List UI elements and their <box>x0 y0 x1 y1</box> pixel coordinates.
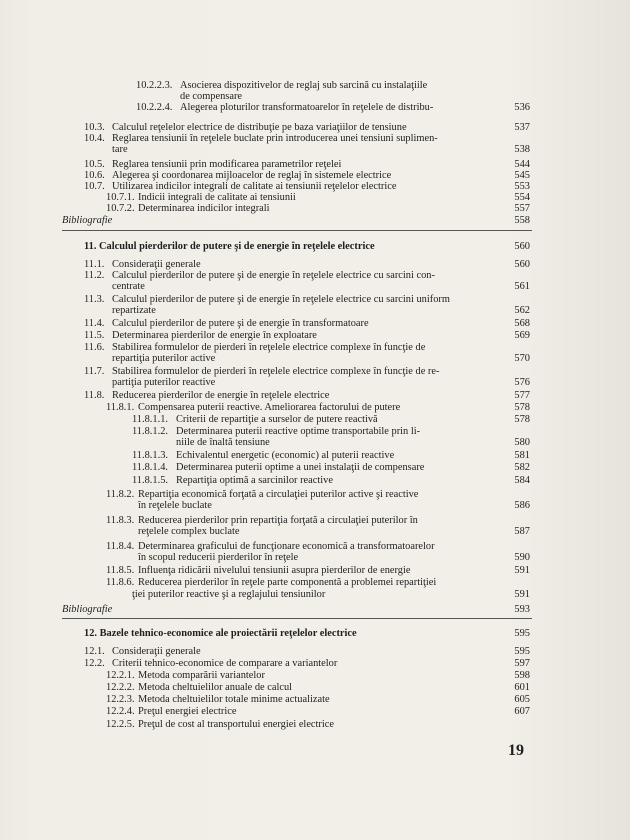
toc-entry-page: 561 <box>514 281 530 292</box>
toc-entry-continuation: centrate <box>112 281 145 292</box>
toc-entry-page: 578 <box>514 402 530 413</box>
toc-entry-number: 10.2.2.3. <box>136 80 173 91</box>
toc-entry-number: 10.3. <box>84 122 105 133</box>
toc-entry-number: 11.8.1.4. <box>132 462 168 473</box>
toc-entry-page: 591 <box>514 565 530 576</box>
toc-entry-number: 11.4. <box>84 318 105 329</box>
toc-entry-continuation: în reţelele buclate <box>138 500 212 511</box>
toc-entry-title: ţiei puterilor reactive şi a reglajului tensiunilor <box>132 589 326 600</box>
toc-entry-number: 10.7. <box>84 181 105 192</box>
toc-entry-number: 10.5. <box>84 159 105 170</box>
toc-entry-page: 569 <box>514 330 530 341</box>
toc-entry-page: 586 <box>514 500 530 511</box>
toc-entry-number: 11.8.3. <box>106 515 135 526</box>
toc-entry-title: Compensarea puterii reactive. Ameliorarea factorului de putere <box>138 402 401 413</box>
toc-entry-title: Utilizarea indicilor integrali de calitate ai tensiunii reţelelor electrice <box>112 181 397 192</box>
toc-entry-number: 11.3. <box>84 294 105 305</box>
toc-entry-title: Determinarea puterii optime a unei instalaţii de compensare <box>176 462 425 473</box>
toc-entry-number: 11.2. <box>84 270 105 281</box>
toc-entry-page: 581 <box>514 450 530 461</box>
toc-entry-page: 576 <box>514 377 530 388</box>
bibliography-page-2: 593 <box>514 604 530 615</box>
toc-entry-page: 591 <box>514 589 530 600</box>
toc-entry-number: 11.8.1.3. <box>132 450 168 461</box>
toc-entry-number: 12.2.2. <box>106 682 135 693</box>
toc-entry-title: Reglarea tensiunii în reţelele buclate prin introducerea unei tensiuni suplimen- <box>112 133 438 144</box>
toc-entry-number: 11.7. <box>84 366 105 377</box>
toc-entry-title: Metoda cheltuielilor anuale de calcul <box>138 682 293 693</box>
toc-entry-continuation: repartizate <box>112 305 156 316</box>
toc-entry-page: 562 <box>514 305 530 316</box>
toc-entry-title: Metoda cheltuielilor totale minime actualizate <box>138 694 330 705</box>
toc-entry-number: 12.2. <box>84 658 105 669</box>
toc-entry-number: 12.2.3. <box>106 694 135 705</box>
toc-entry-number: 11.8.1.1. <box>132 414 168 425</box>
section-divider <box>62 618 532 619</box>
toc-entry-page: 601 <box>514 682 530 693</box>
toc-entry-page: 580 <box>514 437 530 448</box>
toc-entry-title: Determinarea pierderilor de energie în exploatare <box>112 330 317 341</box>
toc-entry-number: 11.8.2. <box>106 489 135 500</box>
toc-entry-number: 11.8.1.2. <box>132 426 168 437</box>
toc-entry-number: 12.2.4. <box>106 706 135 717</box>
toc-entry-title: Reglarea tensiunii prin modificarea parametrilor reţelei <box>112 159 342 170</box>
toc-entry-continuation: reţelele complex buclate <box>138 526 240 537</box>
toc-entry-number: 10.4. <box>84 133 105 144</box>
toc-entry-title: Influenţa ridicării nivelului tensiunii asupra pierderilor de energie <box>138 565 411 576</box>
toc-entry-page: 587 <box>514 526 530 537</box>
bibliography-label-1: Bibliografie <box>62 215 113 226</box>
toc-entry-continuation: de compensare <box>180 91 243 102</box>
toc-entry-page: 557 <box>514 203 530 214</box>
toc-entry-title: Reducerea pierderilor de energie în reţelele electrice <box>112 390 330 401</box>
toc-entry-title: Stabilirea formulelor de pierderi în reţelele electrice complexe în funcţie de re- <box>112 366 440 377</box>
toc-entry-title: Repartiţia economică forţată a circulaţiei puterilor active şi reactive <box>138 489 419 500</box>
toc-entry-number: 10.7.1. <box>106 192 135 203</box>
toc-entry-number: 10.2.2.4. <box>136 102 173 113</box>
toc-entry-title: Calculul pierderilor de putere şi de energie în reţelele electrice cu sarcini uniform <box>112 294 450 305</box>
toc-entry-title: Determinarea indicilor integrali <box>138 203 270 214</box>
toc-entry-title: Asocierea dispozitivelor de reglaj sub sarcină cu instalaţiile <box>180 80 428 91</box>
toc-entry-title: Alegerea ploturilor transformatoarelor în reţelele de distribu- <box>180 102 434 113</box>
toc-entry-title: Indicii integrali de calitate ai tensiunii <box>138 192 296 203</box>
toc-entry-number: 11.8.5. <box>106 565 135 576</box>
section-divider <box>62 230 532 231</box>
toc-entry-title: Echivalentul energetic (economic) al puterii reactive <box>176 450 395 461</box>
toc-entry-title: Calculul pierderilor de putere şi de energie în reţelele electrice cu sarcini con- <box>112 270 435 281</box>
toc-entry-page: 584 <box>514 475 530 486</box>
toc-entry-title: Repartiţia optimă a sarcinilor reactive <box>176 475 333 486</box>
toc-entry-title: Criterii tehnico-economice de comparare a variantelor <box>112 658 338 669</box>
toc-entry-number: 11.8. <box>84 390 105 401</box>
toc-entry-page: 568 <box>514 318 530 329</box>
bibliography-page-1: 558 <box>514 215 530 226</box>
toc-entry-title: Reducerea pierderilor în reţele parte componentă a problemei repartiţiei <box>138 577 437 588</box>
toc-entry-page: 595 <box>514 646 530 657</box>
toc-entry-page: 536 <box>514 102 530 113</box>
toc-entry-number: 10.6. <box>84 170 105 181</box>
toc-entry-continuation: repartiţia puterilor active <box>112 353 216 364</box>
toc-entry-page: 598 <box>514 670 530 681</box>
chapter-11-title: 11. Calculul pierderilor de putere şi de energie în reţelele electrice <box>84 241 375 252</box>
toc-entry-page: 582 <box>514 462 530 473</box>
toc-entry-page: 544 <box>514 159 530 170</box>
toc-entry-title: Reducerea pierderilor prin repartiţia forţată a circulaţiei puterilor în <box>138 515 418 526</box>
toc-entry-number: 11.1. <box>84 259 105 270</box>
toc-entry-page: 570 <box>514 353 530 364</box>
toc-entry-page: 607 <box>514 706 530 717</box>
toc-entry-page: 597 <box>514 658 530 669</box>
toc-entry-page: 538 <box>514 144 530 155</box>
chapter-12-title: 12. Bazele tehnico-economice ale proiectării reţelelor electrice <box>84 628 357 639</box>
toc-entry-continuation: niile de înaltă tensiune <box>176 437 270 448</box>
toc-entry-title: Consideraţii generale <box>112 646 201 657</box>
toc-entry-page: 577 <box>514 390 530 401</box>
toc-entry-title: Preţul energiei electrice <box>138 706 237 717</box>
toc-entry-page: 560 <box>514 259 530 270</box>
toc-entry-number: 12.2.5. <box>106 719 135 730</box>
toc-entry-title: Preţul de cost al transportului energiei electrice <box>138 719 335 730</box>
toc-entry-page: 554 <box>514 192 530 203</box>
toc-entry-number: 11.8.1.5. <box>132 475 168 486</box>
toc-entry-page: 545 <box>514 170 530 181</box>
toc-entry-title: Stabilirea formulelor de pierderi în reţelele electrice complexe în funcţie de <box>112 342 426 353</box>
toc-entry-number: 11.6. <box>84 342 105 353</box>
toc-entry-number: 11.8.1. <box>106 402 135 413</box>
toc-entry-title: Determinarea puterii reactive optime transportabile prin li- <box>176 426 421 437</box>
toc-entry-page: 590 <box>514 552 530 563</box>
toc-entry-continuation: în scopul reducerii pierderilor în reţele <box>138 552 299 563</box>
toc-entry-number: 10.7.2. <box>106 203 135 214</box>
toc-entry-number: 11.8.6. <box>106 577 135 588</box>
toc-entry-title: Consideraţii generale <box>112 259 201 270</box>
toc-entry-title: Criterii de repartiţie a surselor de putere reactivă <box>176 414 378 425</box>
toc-entry-title: Metoda comparării variantelor <box>138 670 265 681</box>
page-number: 19 <box>508 742 524 759</box>
toc-entry-number: 11.5. <box>84 330 105 341</box>
toc-entry-continuation: tare <box>112 144 128 155</box>
toc-entry-page: 605 <box>514 694 530 705</box>
toc-entry-continuation: partiţia puterilor reactive <box>112 377 216 388</box>
toc-entry-number: 11.8.4. <box>106 541 135 552</box>
toc-entry-number: 12.2.1. <box>106 670 135 681</box>
chapter-12-page: 595 <box>514 628 530 639</box>
bibliography-label-2: Bibliografie <box>62 604 113 615</box>
toc-entry-title: Determinarea graficului de funcţionare economică a transformatoarelor <box>138 541 435 552</box>
toc-entry-page: 578 <box>514 414 530 425</box>
toc-entry-page: 537 <box>514 122 530 133</box>
toc-entry-title: Calculul pierderilor de putere şi de energie în transformatoare <box>112 318 369 329</box>
toc-entry-title: Alegerea şi coordonarea mijloacelor de reglaj în sistemele electrice <box>112 170 392 181</box>
toc-entry-page: 553 <box>514 181 530 192</box>
toc-entry-number: 12.1. <box>84 646 105 657</box>
toc-entry-title: Calculul reţelelor electrice de distribuţie pe baza variaţiilor de tensiune <box>112 122 407 133</box>
chapter-11-page: 560 <box>514 241 530 252</box>
